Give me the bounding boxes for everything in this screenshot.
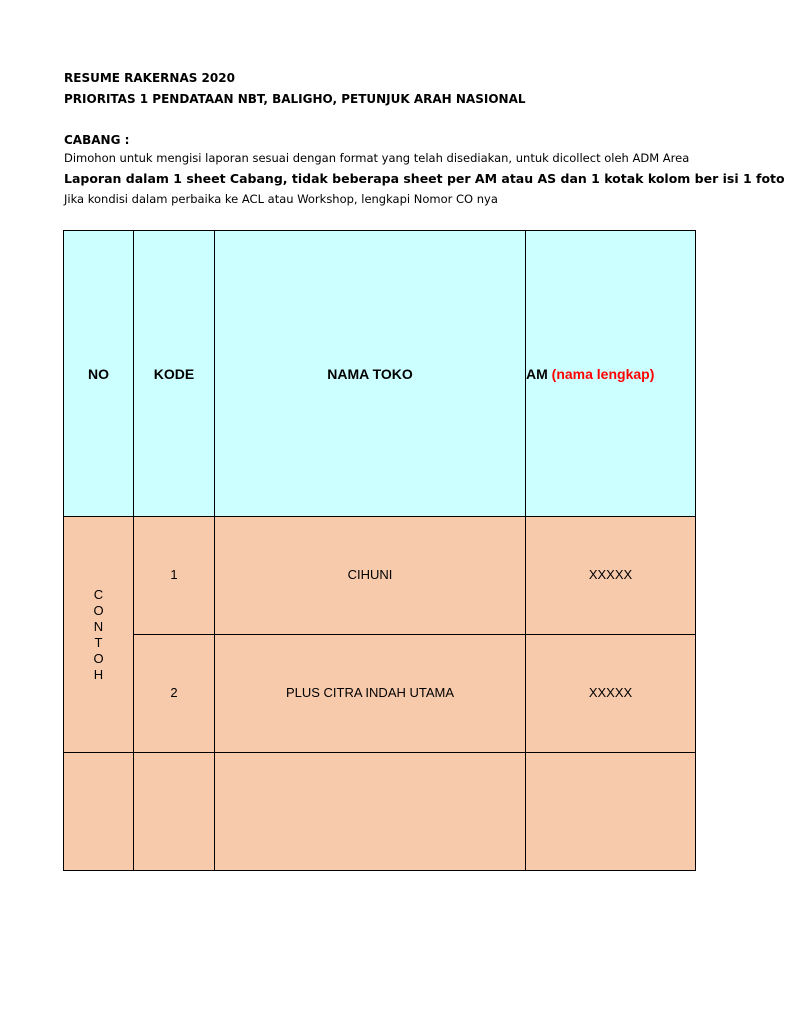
example-letter: H xyxy=(93,666,104,682)
example-letter: O xyxy=(93,602,104,618)
table-row-1-am xyxy=(526,517,696,635)
table-row-3-kode xyxy=(134,753,215,871)
document-title: RESUME RAKERNAS 2020 xyxy=(64,71,235,85)
table-row-3-no xyxy=(63,753,134,871)
column-header-no xyxy=(63,230,134,517)
instruction-line-2: Laporan dalam 1 sheet Cabang, tidak beberapa sheet per AM atau AS dan 1 kotak kolom ber isi 1 foto xyxy=(64,171,785,186)
column-header-kode xyxy=(134,230,215,517)
example-letter: O xyxy=(93,650,104,666)
cell-nama-toko: CIHUNI xyxy=(347,567,393,582)
table-row-2-nama-toko xyxy=(215,635,526,753)
column-header-kode-label: KODE xyxy=(153,365,195,382)
column-header-nama-toko-label: NAMA TOKO xyxy=(327,365,413,382)
table-row-2-kode xyxy=(134,635,215,753)
column-header-no-label: NO xyxy=(88,365,109,382)
instruction-line-3: Jika kondisi dalam perbaika ke ACL atau Workshop, lengkapi Nomor CO nya xyxy=(64,192,498,206)
cell-nama-toko: PLUS CITRA INDAH UTAMA xyxy=(285,685,455,700)
cell-kode: 2 xyxy=(170,685,178,700)
cell-am: XXXXX xyxy=(588,567,633,582)
instruction-line-1: Dimohon untuk mengisi laporan sesuai dengan format yang telah disediakan, untuk dicollect oleh ADM Area xyxy=(64,151,690,165)
column-header-nama-toko xyxy=(215,230,526,517)
example-letter: C xyxy=(93,586,104,602)
example-vertical-label xyxy=(93,587,103,683)
column-header-am-note: (nama lengkap) xyxy=(551,365,655,382)
example-letter: N xyxy=(93,618,104,634)
column-header-am xyxy=(526,230,696,517)
table-row-3-nama-toko xyxy=(215,753,526,871)
document-subtitle: PRIORITAS 1 PENDATAAN NBT, BALIGHO, PETUNJUK ARAH NASIONAL xyxy=(64,92,526,106)
column-header-am-label: AM xyxy=(526,365,548,382)
table-row-2-am xyxy=(526,635,696,753)
cell-am: XXXXX xyxy=(588,685,633,700)
table-row-1-nama-toko xyxy=(215,517,526,635)
cabang-label: CABANG : xyxy=(64,133,130,147)
cell-kode: 1 xyxy=(170,567,178,582)
example-letter: T xyxy=(94,634,103,650)
table-row-1-kode xyxy=(134,517,215,635)
example-label-cell xyxy=(63,517,134,753)
table-row-3-am xyxy=(526,753,696,871)
